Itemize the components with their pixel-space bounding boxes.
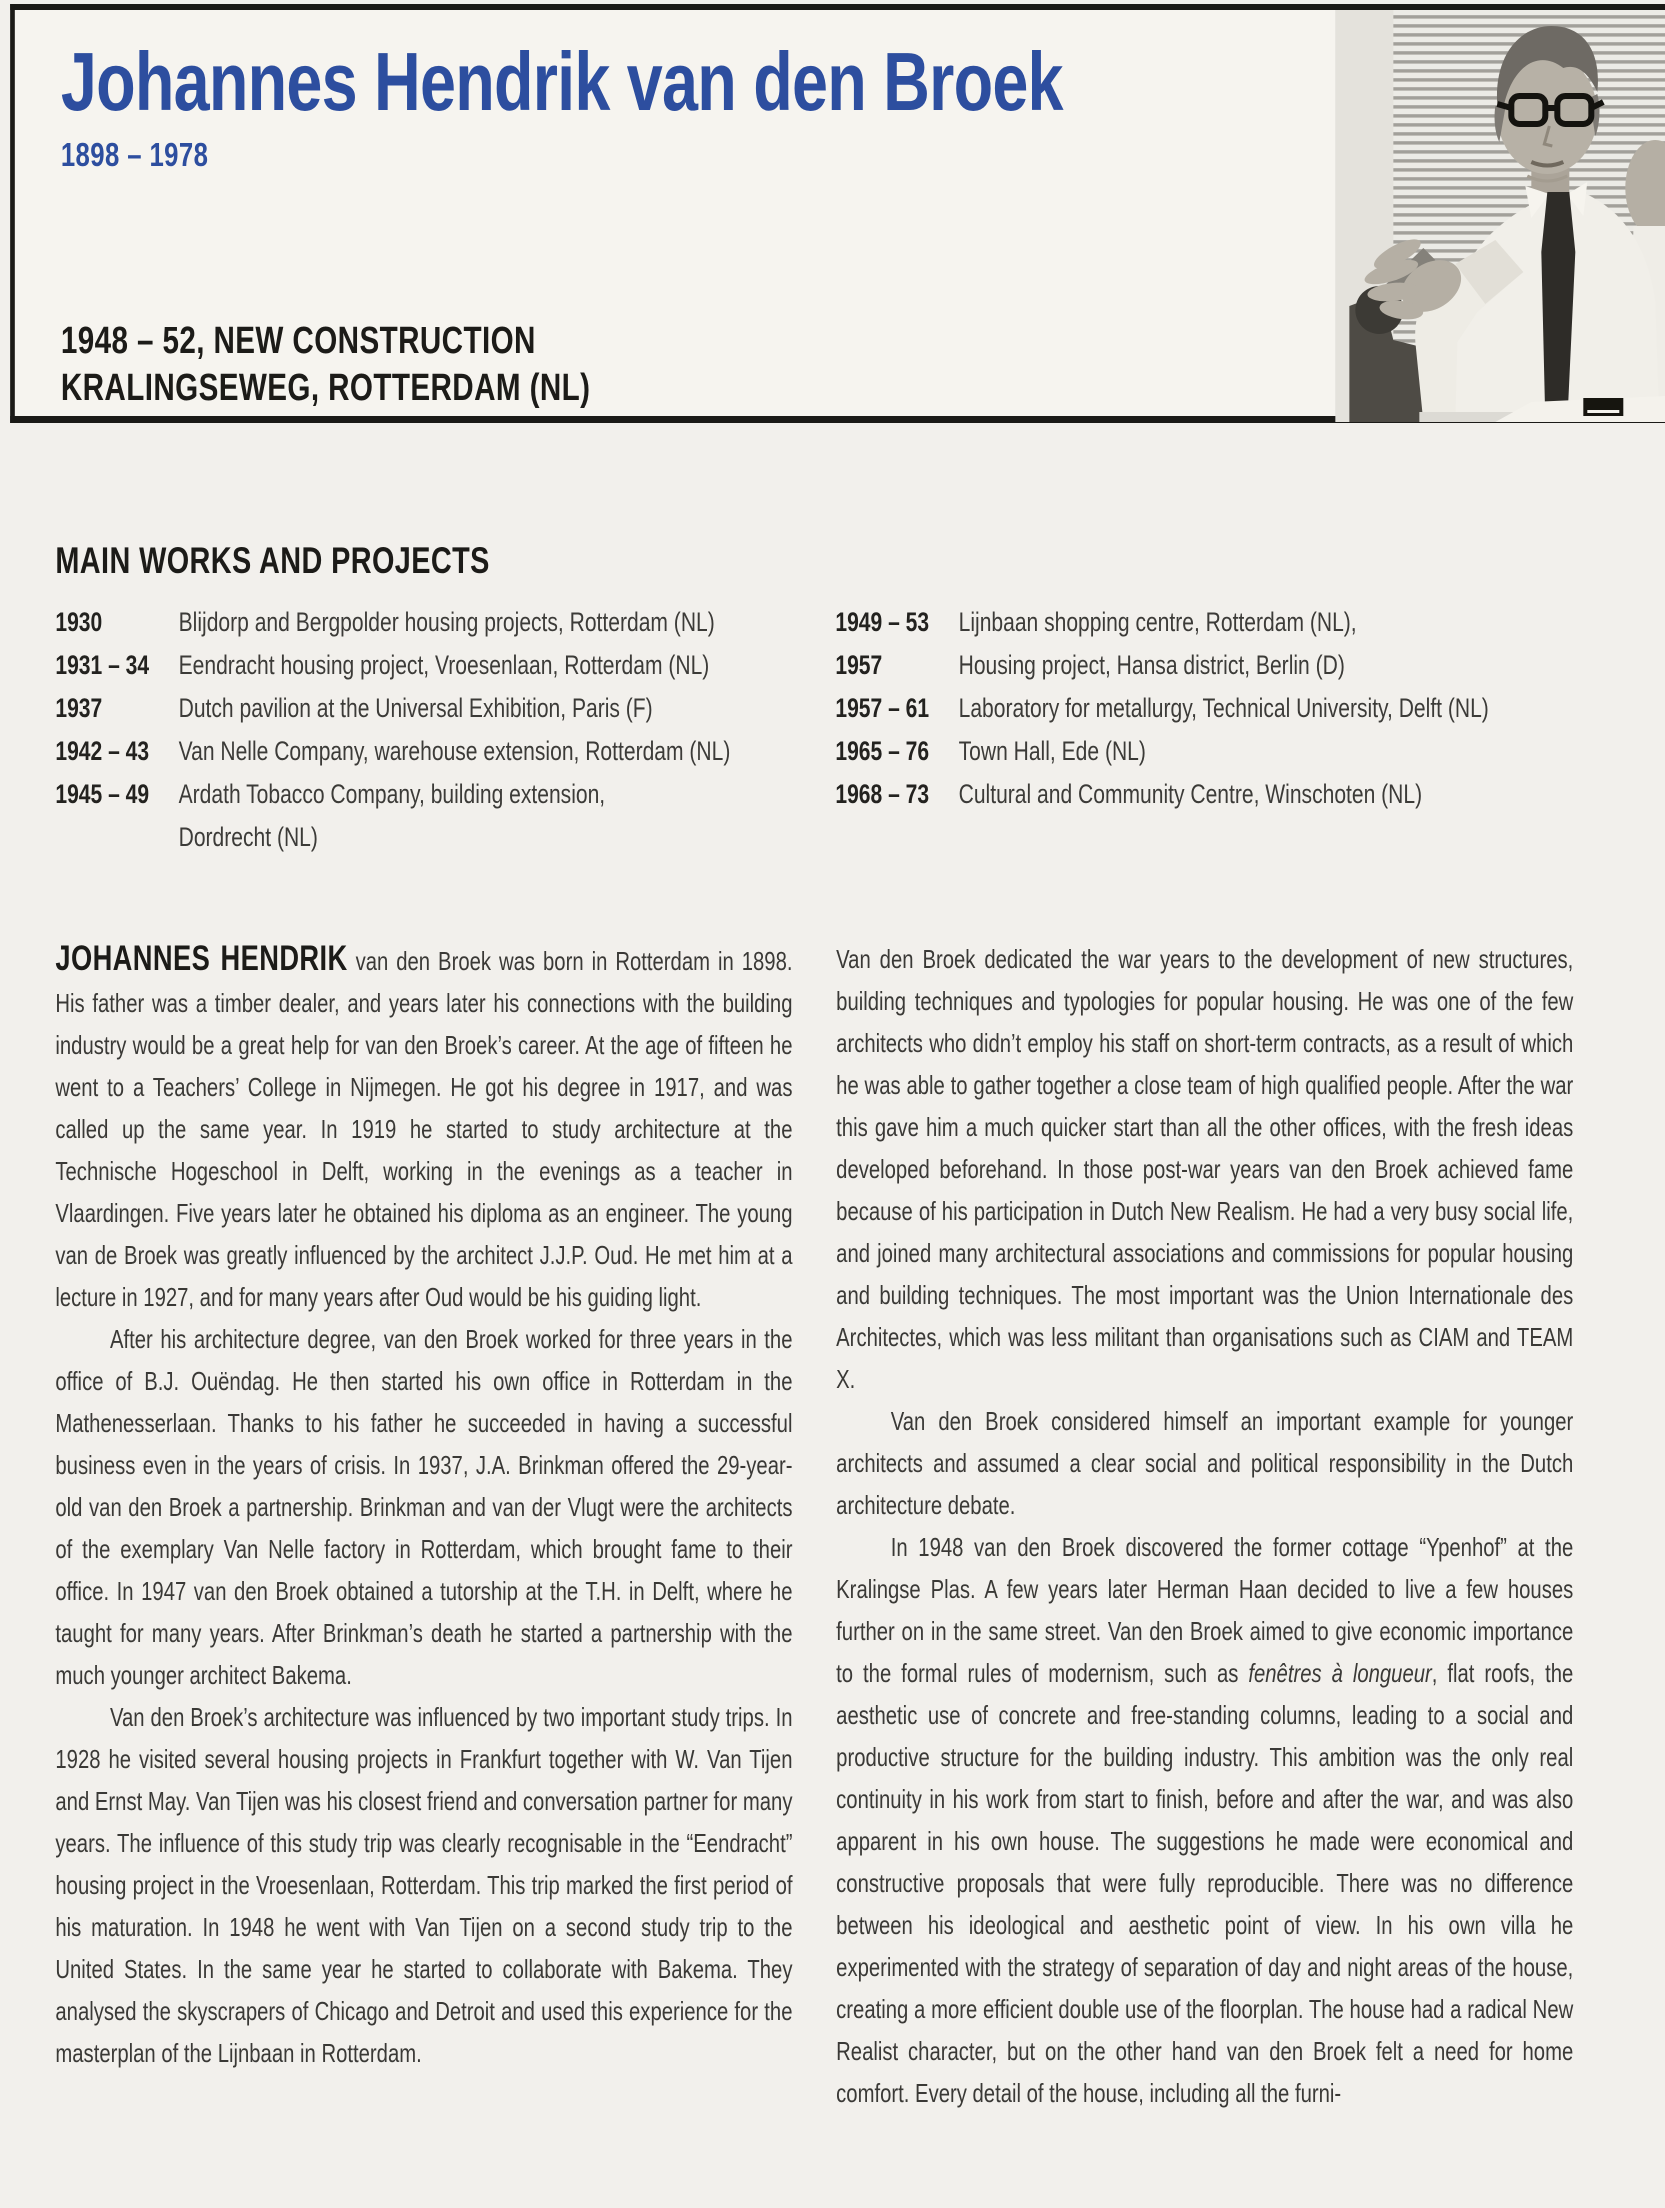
paragraph-ypenhof [836, 1526, 1573, 2114]
work-description: Town Hall, Ede (NL) [958, 736, 1146, 766]
work-years: 1942 – 43 [55, 736, 150, 766]
works-heading: MAIN WORKS AND PROJECTS [55, 540, 490, 581]
work-years: 1937 [55, 693, 103, 723]
work-description: Laboratory for metallurgy, Technical University, Delft (NL) [958, 693, 1489, 723]
project-line-2: KRALINGSEWEG, ROTTERDAM (NL) [60, 367, 591, 409]
work-row [835, 601, 1650, 644]
title-block [60, 35, 1063, 174]
header-band [10, 4, 1665, 423]
lifespan: 1898 – 1978 [60, 136, 209, 173]
paragraph-biography-2: After his architecture degree, van den Broek worked for three years in the office of B.J. Ouëndag. He then started his own office in Rotterdam in the Mathenesserlaan. Thanks to his father he succeeded in having a successful business even in the years of crisis. In 1937, J.A. Brinkman offered the 29-year-old van den Broek a partnership. Brinkman and van der Vlugt were the architects of the exemplary Van Nelle factory in Rotterdam, which brought fame to their office. In 1947 van den Broek obtained a tutorship at the T.H. in Delft, where he taught for many years. After Brinkman’s death he started a partnership with the much younger architect Bakema. [55, 1324, 793, 1690]
italic-phrase: fenêtres à longueur [1248, 1658, 1432, 1688]
work-description: Eendracht housing project, Vroesenlaan, Rotterdam (NL) [178, 650, 710, 680]
work-description: Housing project, Hansa district, Berlin (D) [958, 650, 1345, 680]
work-years: 1968 – 73 [835, 779, 930, 809]
portrait-photo-illustration [1335, 10, 1665, 422]
work-row [55, 730, 839, 773]
work-years: 1957 [835, 650, 883, 680]
work-years: 1949 – 53 [835, 607, 930, 637]
project-title [61, 318, 591, 412]
work-row [55, 773, 839, 859]
work-years: 1957 – 61 [835, 693, 930, 723]
paragraph-war-years: Van den Broek dedicated the war years to the development of new structures, building techniques and typologies for popular housing. He was one of the few architects who didn’t employ his staff on short-term contracts, as a result of which he was able to gather together a close team of high qualified people. After the war this gave him a much quicker start than all the other offices, with the fresh ideas developed beforehand. In those post-war years van den Broek achieved fame because of his participation in Dutch New Realism. He had a very busy social life, and joined many architectural associations and commissions for popular housing and building techniques. The most important was the Union Internationale des Architectes, which was less militant than organisations such as CIAM and TEAM X. [836, 944, 1574, 1394]
page-title: Johannes Hendrik van den Broek [60, 35, 1063, 128]
work-row [55, 687, 839, 730]
body-column-left [55, 938, 792, 2074]
works-list-left [55, 601, 839, 859]
project-line-1: 1948 – 52, NEW CONSTRUCTION [60, 320, 536, 362]
work-row [835, 644, 1650, 687]
work-row [835, 730, 1650, 773]
works-list-right [835, 601, 1650, 816]
work-row [835, 687, 1650, 730]
lead-text: JOHANNES HENDRIK [55, 939, 348, 978]
work-years: 1945 – 49 [55, 779, 150, 809]
paragraph-text: van den Broek was born in Rotterdam in 1898. His father was a timber dealer, and years later his connections with the building industry would be a great help for van den Broek’s career. At the age of fifteen he went to a Teachers’ College in Nijmegen. He got his degree in 1917, and was called up the same year. In 1919 he started to study architecture at the Technische Hogeschool in Delft, working in the evenings as a teacher in Vlaardingen. Five years later he obtained his diploma as an engineer. The young van de Broek was greatly influenced by the architect J.J.P. Oud. He met him at a lecture in 1927, and for many years after Oud would be his guiding light. [55, 946, 793, 1312]
work-description: Cultural and Community Centre, Winschoten (NL) [958, 779, 1423, 809]
paragraph-text: In 1948 van den Broek discovered the former cottage “Ypenhof” at the Kralingse Plas. A few years later Herman Haan decided to live a few houses further on in the same street. Van den Broek aimed to give economic importance to the formal rules of modernism, such as [836, 1532, 1574, 1688]
work-years: 1965 – 76 [835, 736, 930, 766]
work-description-line-1: Ardath Tobacco Company, building extension, [178, 779, 606, 809]
work-description: Lijnbaan shopping centre, Rotterdam (NL), [958, 607, 1357, 637]
work-row [55, 644, 839, 687]
portrait-photo [1335, 10, 1665, 422]
paragraph-text: , flat roofs, the aesthetic use of concrete and free-standing columns, leading to a social and productive structure for the building industry. This ambition was the only real continuity in his work from start to finish, before and after the war, and was also apparent in his own house. The suggestions he made were economical and constructive proposals that were fully reproducible. There was no difference between his ideological and aesthetic point of view. In his own villa he experimented with the strategy of separation of day and night areas of the house, creating a more efficient double use of the floorplan. The house had a radical New Realist character, but on the other hand van den Broek felt a need for home comfort. Every detail of the house, including all the furni- [836, 1658, 1574, 2108]
work-description-line-2: Dordrecht (NL) [178, 822, 318, 852]
work-years: 1930 [55, 607, 103, 637]
work-description [179, 773, 840, 859]
work-row [835, 773, 1650, 816]
body-column-right [836, 938, 1573, 2114]
paragraph-biography-1 [55, 938, 792, 1318]
work-row [55, 601, 839, 644]
paragraph-biography-3: Van den Broek’s architecture was influenced by two important study trips. In 1928 he visited several housing projects in Frankfurt together with W. Van Tijen and Ernst May. Van Tijen was his closest friend and conversation partner for many years. The influence of this study trip was clearly recognisable in the “Eendracht” housing project in the Vroesenlaan, Rotterdam. This trip marked the first period of his maturation. In 1948 he went with Van Tijen on a second study trip to the United States. In the same year he started to collaborate with Bakema. They analysed the skyscrapers of Chicago and Detroit and used this experience for the masterplan of the Lijnbaan in Rotterdam. [55, 1702, 793, 2068]
work-description: Dutch pavilion at the Universal Exhibition, Paris (F) [178, 693, 653, 723]
work-description: Van Nelle Company, warehouse extension, Rotterdam (NL) [178, 736, 731, 766]
work-years: 1931 – 34 [55, 650, 150, 680]
paragraph-example: Van den Broek considered himself an important example for younger architects and assumed a clear social and political responsibility in the Dutch architecture debate. [836, 1406, 1574, 1520]
work-description: Blijdorp and Bergpolder housing projects, Rotterdam (NL) [178, 607, 715, 637]
